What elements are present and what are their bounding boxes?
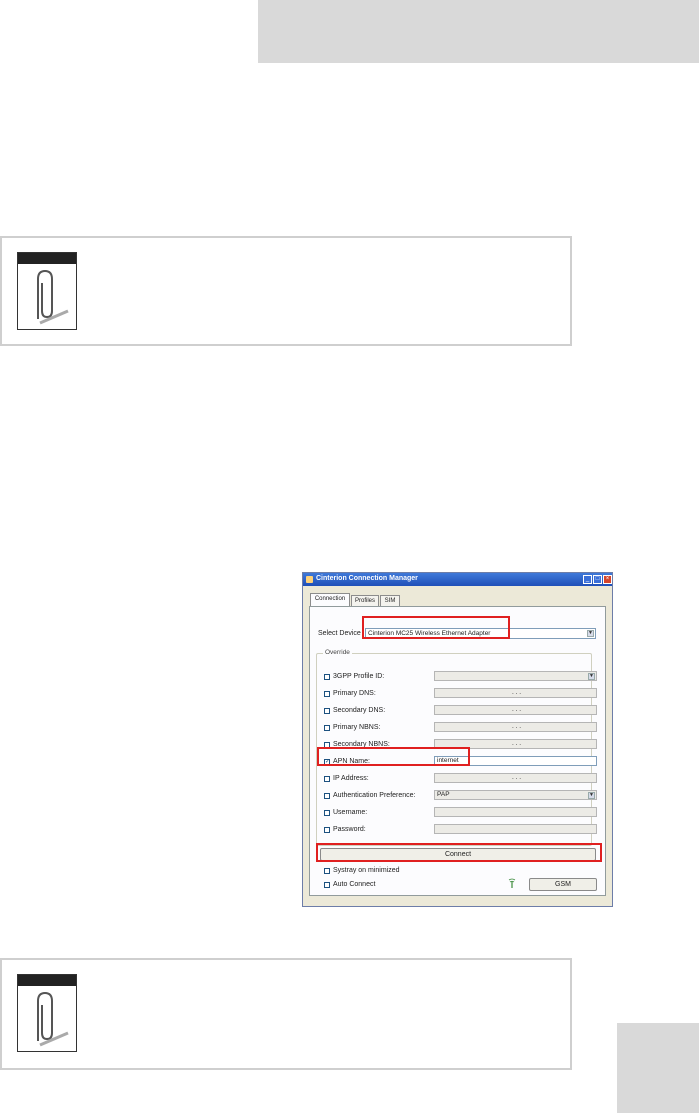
label-primary-nbns: Primary NBNS: — [333, 724, 381, 731]
minimize-button[interactable]: _ — [583, 575, 592, 584]
checkbox-authentication-preference[interactable] — [324, 793, 330, 799]
note-box-bottom — [0, 958, 572, 1070]
field-secondary-dns[interactable]: . . . — [434, 705, 597, 715]
title-bar — [303, 573, 612, 586]
window-title: Cinterion Connection Manager — [316, 575, 418, 582]
highlight-connect — [316, 843, 602, 862]
signal-antenna-icon — [507, 878, 517, 888]
label-apn-name: APN Name: — [333, 758, 370, 765]
checkbox-primary-nbns[interactable] — [324, 725, 330, 731]
dropdown-arrow-icon[interactable]: ▼ — [589, 673, 594, 679]
checkbox-3gpp-profile-id[interactable] — [324, 674, 330, 680]
label-ip-address: IP Address: — [333, 775, 369, 782]
checkbox-auto-connect[interactable] — [324, 882, 330, 888]
field-primary-nbns[interactable]: . . . — [434, 722, 597, 732]
field-authentication-preference[interactable] — [434, 790, 597, 800]
field-password[interactable] — [434, 824, 597, 834]
checkbox-apn-name[interactable]: ✓ — [325, 759, 331, 765]
override-title: Override — [325, 649, 350, 656]
dropdown-arrow-icon[interactable]: ▼ — [588, 630, 593, 636]
select-device-value: Cinterion MC25 Wireless Ethernet Adapter — [368, 630, 491, 637]
tab-sim[interactable]: SIM — [380, 595, 400, 606]
highlight-select-device — [362, 616, 510, 639]
checkbox-secondary-dns[interactable] — [324, 708, 330, 714]
checkbox-primary-dns[interactable] — [324, 691, 330, 697]
field-3gpp-profile-id[interactable] — [434, 671, 597, 681]
field-username[interactable] — [434, 807, 597, 817]
authentication-value: PAP — [437, 791, 450, 798]
paperclip-note-icon — [17, 252, 77, 330]
field-secondary-nbns[interactable]: . . . — [434, 739, 597, 749]
checkbox-ip-address[interactable] — [324, 776, 330, 782]
gsm-button[interactable]: GSM — [529, 878, 597, 891]
label-3gpp-profile-id: 3GPP Profile ID: — [333, 673, 385, 680]
maximize-button[interactable]: □ — [593, 575, 602, 584]
label-authentication-preference: Authentication Preference: — [333, 792, 416, 799]
label-auto-connect: Auto Connect — [333, 881, 376, 888]
select-device-label: Select Device — [318, 630, 361, 637]
label-password: Password: — [333, 826, 366, 833]
paperclip-note-icon — [17, 974, 77, 1052]
label-secondary-dns: Secondary DNS: — [333, 707, 386, 714]
checkbox-systray[interactable] — [324, 868, 330, 874]
label-secondary-nbns: Secondary NBNS: — [333, 741, 390, 748]
close-button[interactable]: × — [603, 575, 612, 584]
note-box-top — [0, 236, 572, 346]
tab-connection[interactable]: Connection — [310, 593, 350, 606]
field-ip-address[interactable]: . . . — [434, 773, 597, 783]
checkbox-username[interactable] — [324, 810, 330, 816]
checkbox-password[interactable] — [324, 827, 330, 833]
header-band — [258, 0, 699, 63]
app-icon — [306, 576, 313, 583]
label-primary-dns: Primary DNS: — [333, 690, 376, 697]
highlight-apn-name — [317, 747, 470, 766]
page-tab — [617, 1023, 699, 1113]
field-primary-dns[interactable]: . . . — [434, 688, 597, 698]
field-apn-name[interactable]: internet — [434, 756, 597, 766]
tab-profiles[interactable]: Profiles — [351, 595, 379, 606]
connect-button[interactable]: Connect — [320, 848, 596, 861]
label-systray: Systray on minimized — [333, 867, 400, 874]
label-username: Username: — [333, 809, 368, 816]
dropdown-arrow-icon[interactable]: ▼ — [589, 792, 594, 798]
